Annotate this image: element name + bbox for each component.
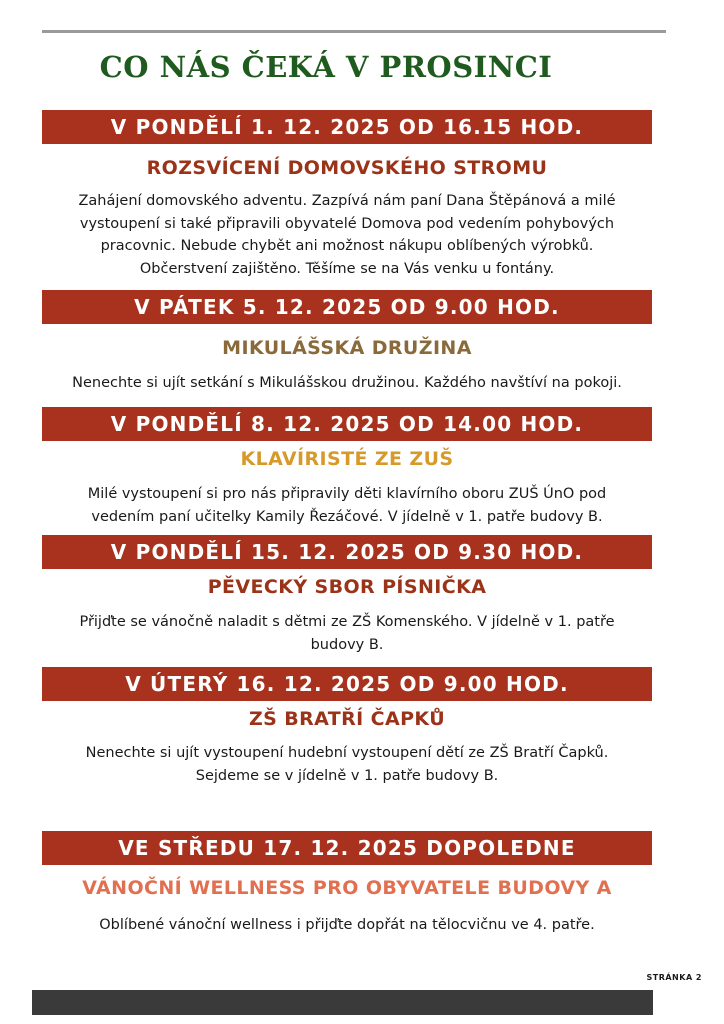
event-title: KLAVÍRISTÉ ZE ZUŠ [240,448,454,470]
event-title: VÁNOČNÍ WELLNESS PRO OBYVATELE BUDOVY A [82,877,612,899]
event-description [42,914,652,937]
description-line: Milé vystoupení si pro nás připravily děti klavírního oboru ZUŠ ÚnO pod [87,486,607,502]
event-date-banner: V PONDĚLÍ 1. 12. 2025 OD 16.15 HOD. [42,110,652,144]
footer-bar [32,990,653,1015]
page-number: STRÁNKA 2 [646,973,702,982]
event-date-banner: V PONDĚLÍ 8. 12. 2025 OD 14.00 HOD. [42,407,652,441]
top-rule [42,30,666,33]
description-line: Zahájení domovského adventu. Zazpívá nám paní Dana Štěpánová a milé [78,193,616,209]
event-title: ZŠ BRATŘÍ ČAPKŮ [248,708,446,730]
description-line: vystoupení si také připravili obyvatelé Domova pod vedením pohybových [79,215,615,232]
description-line: Přijďte se vánočně naladit s dětmi ze ZŠ Komenského. V jídelně v 1. patře [79,614,615,630]
event-description [42,611,652,656]
event-description [42,372,652,395]
event-description [42,190,652,280]
description-line: vedením paní učitelky Kamily Řezáčové. V jídelně v 1. patře budovy B. [91,508,603,525]
page-title: CO NÁS ČEKÁ V PROSINCI [99,50,553,84]
event-date-banner: V PONDĚLÍ 15. 12. 2025 OD 9.30 HOD. [42,535,652,569]
event-date-banner: VE STŘEDU 17. 12. 2025 DOPOLEDNE [42,831,652,865]
event-date-banner: V ÚTERÝ 16. 12. 2025 OD 9.00 HOD. [42,667,652,701]
event-title: MIKULÁŠSKÁ DRUŽINA [222,337,472,359]
event-title: PĚVECKÝ SBOR PÍSNIČKA [207,576,487,598]
event-description [42,742,652,787]
event-description [42,483,652,528]
description-line: Oblíbené vánoční wellness i přijďte dopřát na tělocvičnu ve 4. patře. [99,917,595,933]
description-line: Sejdeme se v jídelně v 1. patře budovy B. [195,767,499,784]
description-line: Občerstvení zajištěno. Těšíme se na Vás venku u fontány. [139,260,555,277]
description-line: budovy B. [310,636,384,653]
description-line: Nenechte si ujít vystoupení hudební vystoupení dětí ze ZŠ Bratří Čapků. [85,745,609,761]
description-line: Nenechte si ujít setkání s Mikulášskou družinou. Každého navštíví na pokoji. [72,375,622,391]
event-date-banner: V PÁTEK 5. 12. 2025 OD 9.00 HOD. [42,290,652,324]
event-title: ROZSVÍCENÍ DOMOVSKÉHO STROMU [146,157,548,179]
description-line: pracovnic. Nebude chybět ani možnost nákupu oblíbených výrobků. [100,238,594,254]
